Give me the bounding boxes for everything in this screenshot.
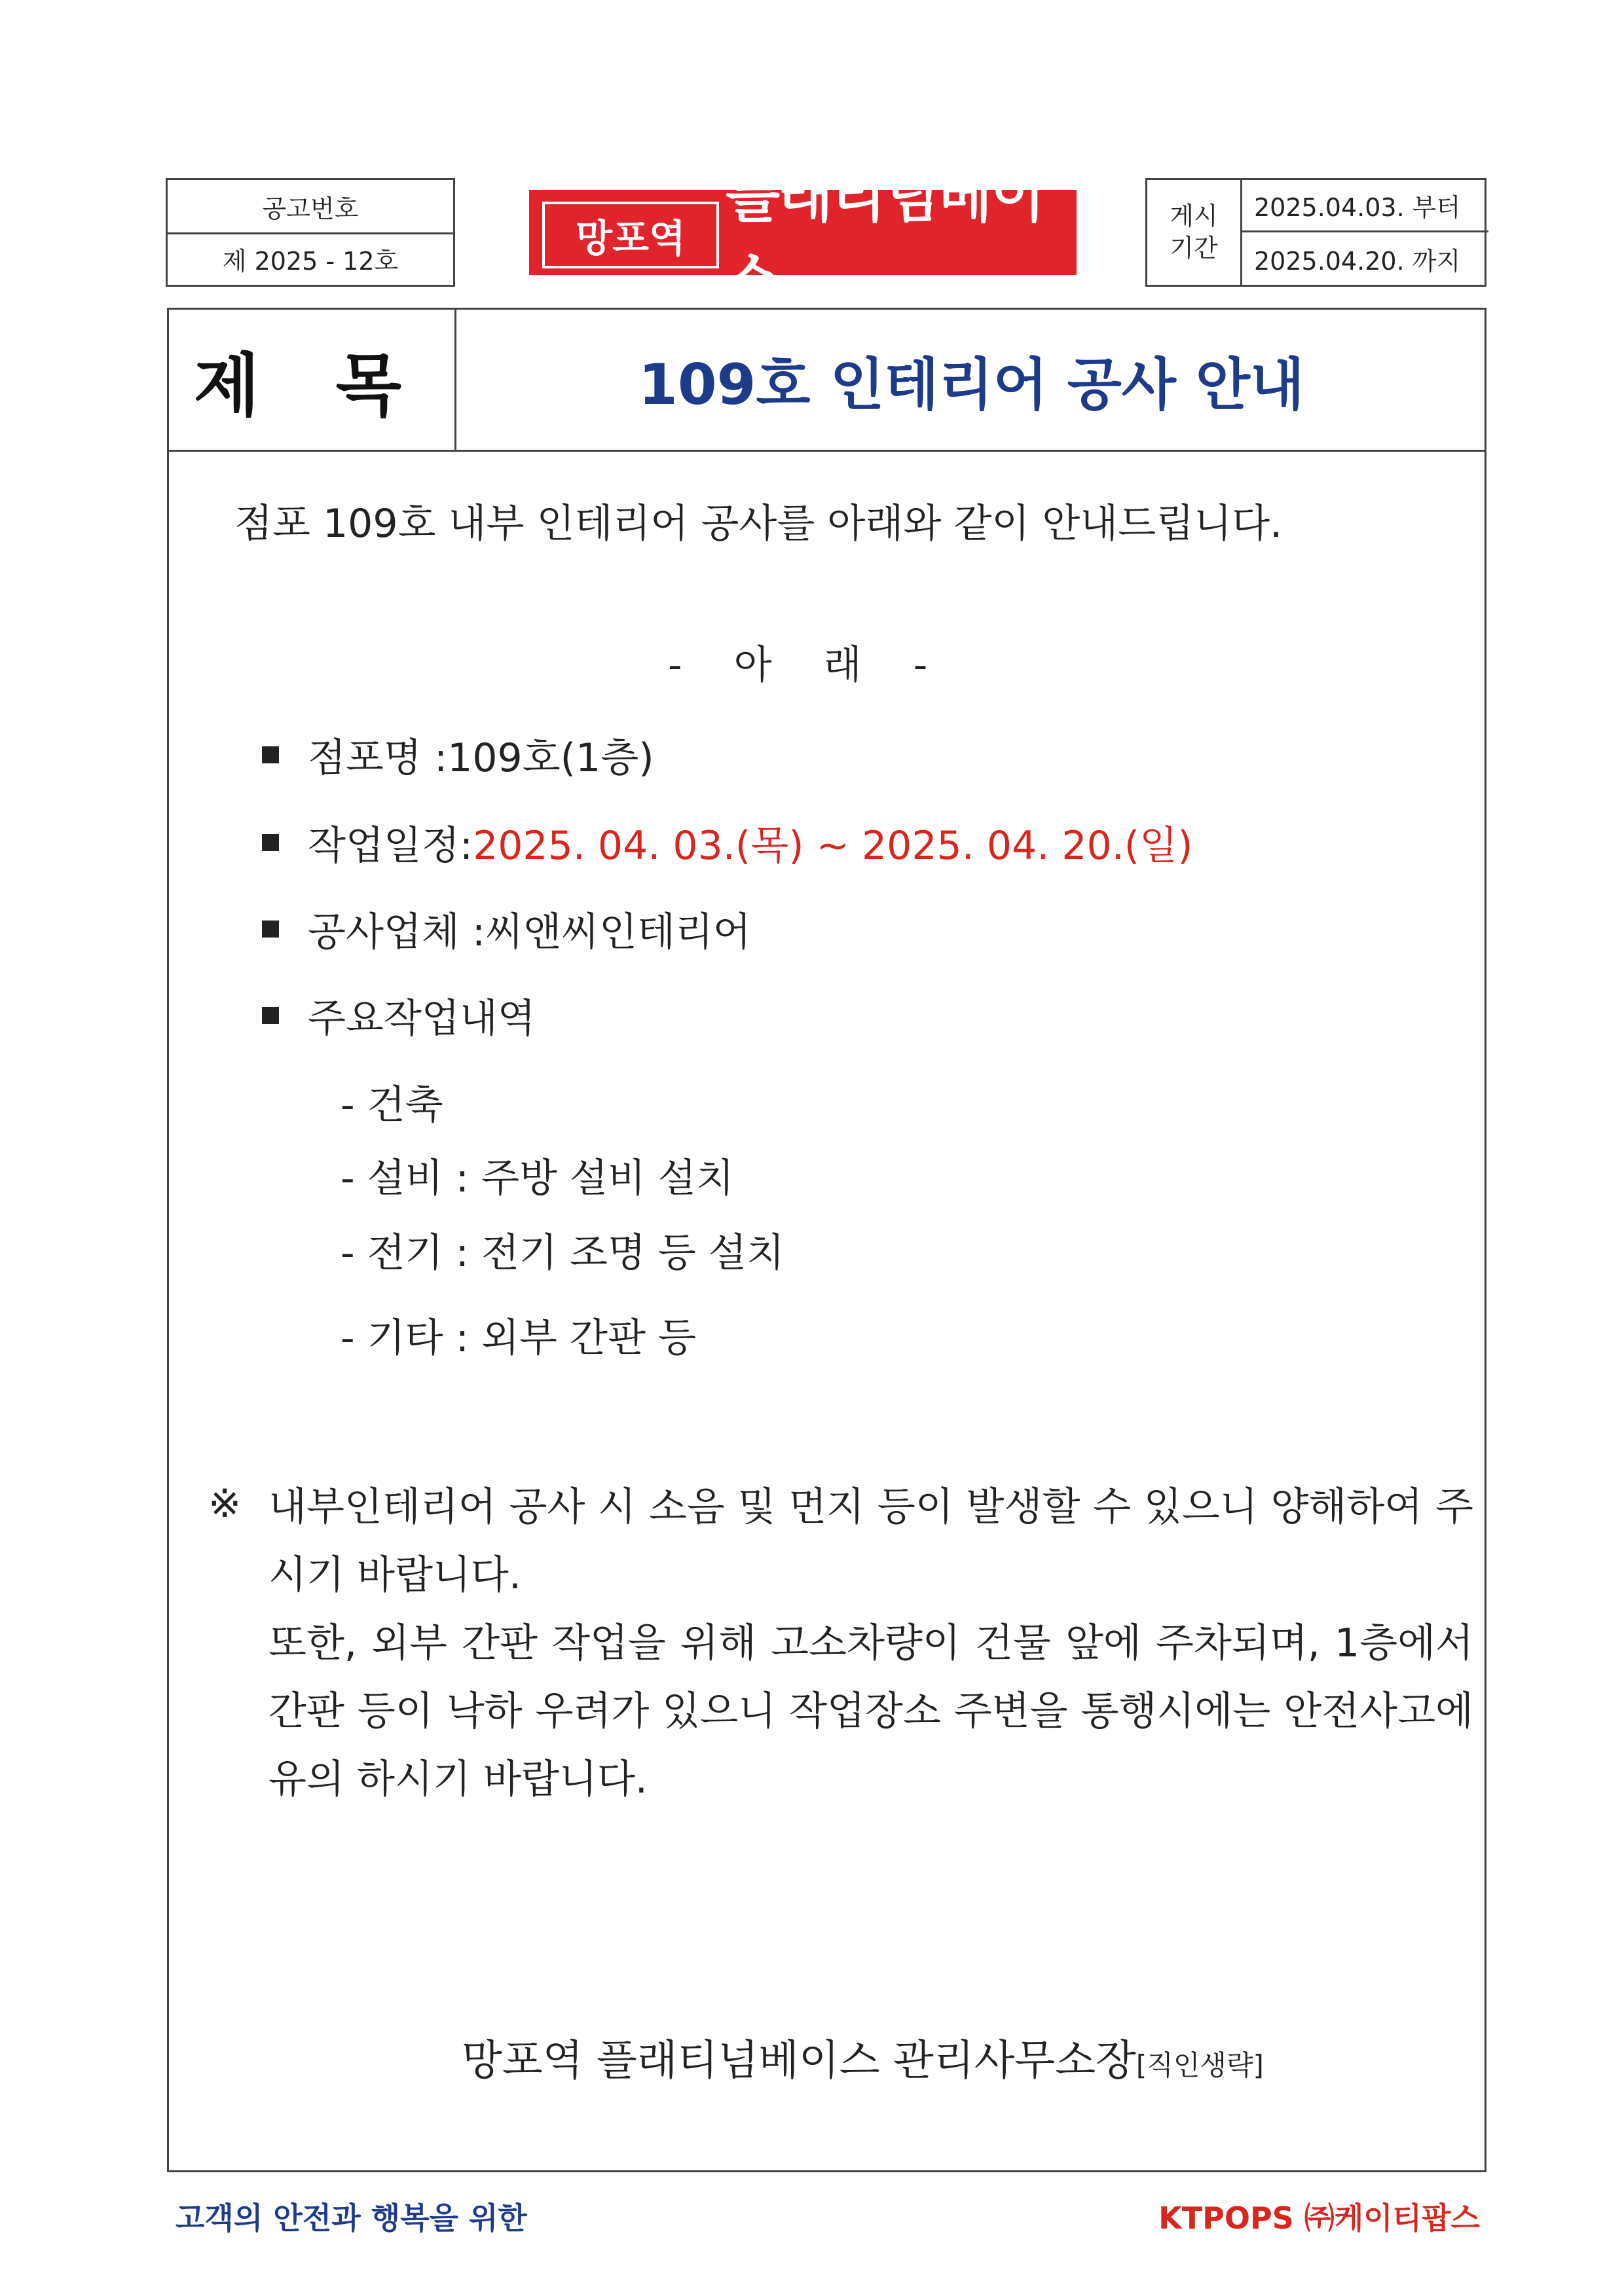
sub-item-architecture: - 건축 — [341, 1082, 443, 1128]
list-item-store — [262, 727, 654, 783]
page-title: 109호 인테리어 공사 안내 — [638, 352, 1305, 418]
item-label: 주요작업내역 — [308, 996, 536, 1042]
sub-item-equipment: - 설비 : 주방 설비 설치 — [341, 1156, 734, 1201]
posting-period-from: 2025.04.03. 부터 — [1242, 180, 1488, 232]
item-label: 점포명 : — [308, 735, 448, 781]
list-item-main-work — [262, 987, 536, 1044]
square-bullet-icon — [262, 746, 279, 763]
seal-note: [직인생략] — [1135, 2049, 1264, 2081]
item-label: 공사업체 : — [308, 909, 486, 955]
footer-slogan: 고객의 안전과 행복을 위한 — [175, 2200, 527, 2236]
notice-number-value: 제 2025 - 12호 — [222, 246, 399, 276]
note-text-1: 내부인테리어 공사 시 소음 및 먼지 등이 발생할 수 있으니 양해하여 주시기 바랍니다. — [268, 1484, 1473, 1598]
item-value: 109호(1층) — [447, 735, 654, 781]
item-value: 씨앤씨인테리어 — [485, 909, 751, 955]
logo-name: 플래티넘베이스 — [726, 164, 1044, 311]
signature — [462, 2027, 1264, 2087]
note-paragraph-1 — [268, 1473, 1473, 1609]
square-bullet-icon — [262, 834, 279, 851]
intro-text: 점포 109호 내부 인테리어 공사를 아래와 같이 안내드립니다. — [234, 501, 1283, 547]
notice-number-box — [166, 178, 455, 287]
list-item-contractor — [262, 901, 751, 957]
brand-logo — [529, 164, 1077, 311]
signature-text: 망포역 플래티넘베이스 관리사무소장 — [462, 2037, 1136, 2085]
sub-item-other: - 기타 : 외부 간판 등 — [341, 1315, 696, 1361]
title-label: 제 목 — [167, 308, 456, 452]
posting-period-to: 2025.04.20. 까지 — [1254, 246, 1461, 276]
schedule-dates: 2025. 04. 03.(목) ~ 2025. 04. 20.(일) — [473, 823, 1193, 869]
below-heading: - 아 래 - — [668, 642, 928, 688]
logo-station: 망포역 — [542, 202, 719, 268]
item-label: 작업일정: — [308, 823, 473, 869]
posting-period-label: 게시기간 — [1147, 180, 1242, 285]
square-bullet-icon — [262, 920, 279, 938]
posting-period-box — [1145, 178, 1486, 287]
footer-company: KTPOPS ㈜케이티팝스 — [1158, 2200, 1480, 2236]
sub-item-electric: - 전기 : 전기 조명 등 설치 — [341, 1230, 784, 1276]
note-paragraph-2 — [268, 1609, 1473, 1813]
notice-number-label: 공고번호 — [168, 180, 453, 234]
square-bullet-icon — [262, 1007, 279, 1024]
note-mark: ※ — [208, 1481, 242, 1527]
list-item-schedule — [262, 814, 1193, 871]
note-text-2: 또한, 외부 간판 작업을 위해 고소차량이 건물 앞에 주차되며, 1층에서 간판 등이 낙하 우려가 있으니 작업장소 주변을 통행시에는 안전사고에 유의 하시기 바랍니다. — [268, 1620, 1473, 1802]
